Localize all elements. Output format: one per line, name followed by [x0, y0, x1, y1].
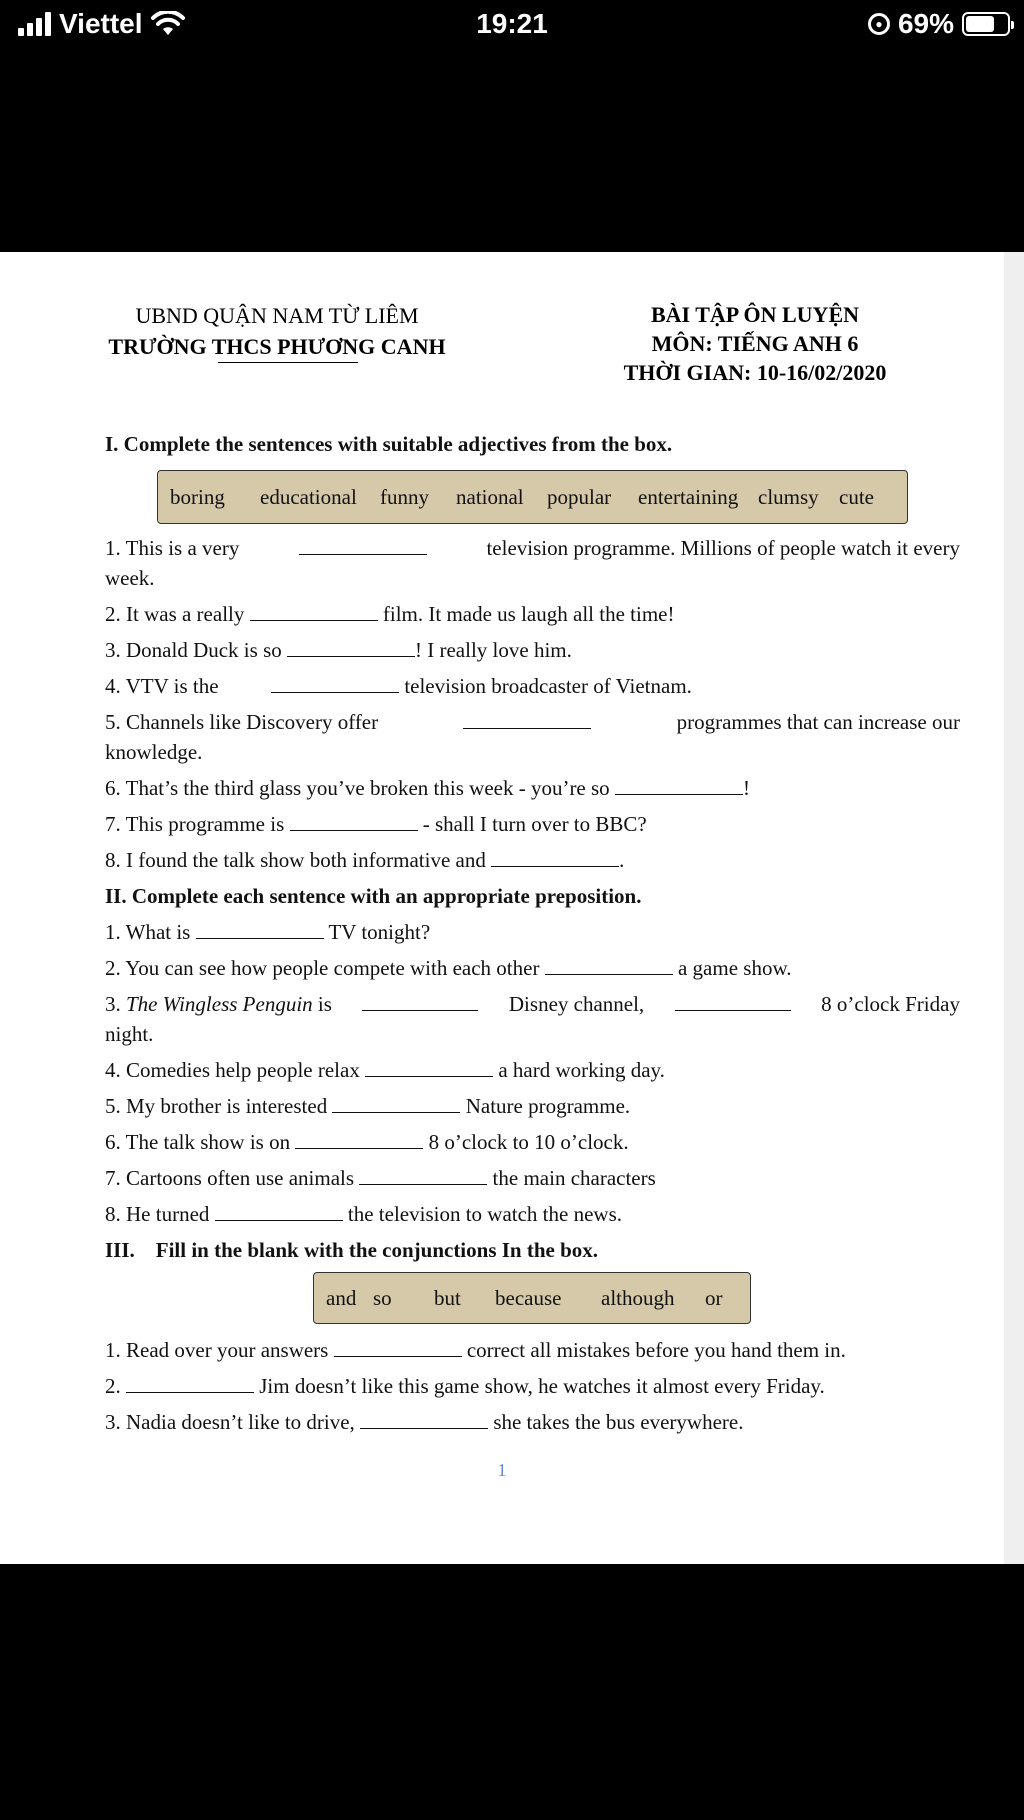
exercise-item: 7. This programme is - shall I turn over to BBC? — [105, 812, 647, 836]
answer-blank[interactable] — [332, 1094, 460, 1113]
exercise-item: 3. The Wingless Penguin is Disney channel, 8 o’clock Friday — [105, 992, 960, 1016]
answer-blank[interactable] — [215, 1202, 343, 1221]
carrier-name: Viettel — [59, 8, 143, 39]
word-box-item: because — [495, 1285, 562, 1310]
word-box-item: popular — [547, 484, 612, 509]
word-box-item: so — [373, 1285, 392, 1310]
answer-blank[interactable] — [290, 812, 418, 831]
word-box-item: and — [326, 1285, 357, 1310]
exercise-item: 3. Nadia doesn’t like to drive, she takes the bus everywhere. — [105, 1410, 744, 1434]
time-range: THỜI GIAN: 10-16/02/2020 — [623, 360, 887, 385]
doc-title: BÀI TẬP ÔN LUYỆN — [650, 302, 860, 327]
conjunction-word-box — [313, 1272, 751, 1324]
section2-title: II. Complete each sentence with an appropriate preposition. — [105, 884, 642, 908]
answer-blank[interactable] — [334, 1338, 462, 1357]
answer-blank[interactable] — [675, 992, 791, 1011]
word-box-item: or — [705, 1285, 723, 1310]
answer-blank[interactable] — [271, 674, 399, 693]
exercise-item-cont: knowledge. — [105, 740, 203, 764]
answer-blank[interactable] — [250, 602, 378, 621]
clock: 19:21 — [476, 8, 548, 39]
battery-icon — [962, 12, 1010, 36]
exercise-item: 5. Channels like Discovery offer programmes that can increase our — [105, 710, 960, 734]
status-bar — [0, 0, 1024, 52]
section1-title: I. Complete the sentences with suitable adjectives from the box. — [105, 432, 673, 456]
exercise-item: 2. Jim doesn’t like this game show, he watches it almost every Friday. — [105, 1374, 825, 1398]
answer-blank[interactable] — [362, 992, 478, 1011]
word-box-item: entertaining — [638, 484, 739, 509]
exercise-item-cont: night. — [105, 1022, 154, 1046]
adjective-word-box — [157, 470, 908, 524]
document-page[interactable] — [0, 252, 1004, 1564]
answer-blank[interactable] — [365, 1058, 493, 1077]
answer-blank[interactable] — [126, 1374, 254, 1393]
section3-title: III. Fill in the blank with the conjunctions In the box. — [105, 1238, 599, 1262]
exercise-item: 1. This is a very television programme. Millions of people watch it every — [105, 536, 960, 560]
school-name: TRƯỜNG THCS PHƯƠNG CANH — [108, 334, 446, 359]
answer-blank[interactable] — [463, 710, 591, 729]
exercise-item: 1. Read over your answers correct all mistakes before you hand them in. — [105, 1338, 846, 1362]
answer-blank[interactable] — [295, 1130, 423, 1149]
show-title: The Wingless Penguin — [126, 992, 313, 1016]
answer-blank[interactable] — [615, 776, 743, 795]
exercise-item: 8. I found the talk show both informative and . — [105, 848, 625, 872]
exercise-item: 4. Comedies help people relax a hard working day. — [105, 1058, 665, 1082]
exercise-item: 2. It was a really film. It made us laugh all the time! — [105, 602, 675, 626]
exercise-item: 2. You can see how people compete with each other a game show. — [105, 956, 792, 980]
exercise-item: 1. What is TV tonight? — [105, 920, 431, 944]
rotation-lock-icon: ● — [868, 13, 890, 35]
district-name: UBND QUẬN NAM TỪ LIÊM — [135, 303, 419, 328]
answer-blank[interactable] — [196, 920, 324, 939]
answer-blank[interactable] — [545, 956, 673, 975]
exercise-item: 6. The talk show is on 8 o’clock to 10 o’clock. — [105, 1130, 629, 1154]
answer-blank[interactable] — [359, 1166, 487, 1185]
answer-blank[interactable] — [491, 848, 619, 867]
answer-blank[interactable] — [287, 638, 415, 657]
exercise-item-cont: week. — [105, 566, 155, 590]
word-box-item: cute — [839, 484, 874, 509]
page-edge — [1004, 252, 1024, 1564]
status-right — [868, 8, 1010, 40]
word-box-item: national — [456, 484, 524, 509]
answer-blank[interactable] — [360, 1410, 488, 1429]
exercise-item: 5. My brother is interested Nature programme. — [105, 1094, 631, 1118]
word-box-item: clumsy — [758, 484, 819, 509]
header-right — [600, 300, 910, 387]
word-box-item: although — [601, 1285, 675, 1310]
word-box-item: educational — [260, 484, 357, 509]
exercise-item: 7. Cartoons often use animals the main characters — [105, 1166, 656, 1190]
answer-blank[interactable] — [299, 536, 427, 555]
word-box-item: but — [434, 1285, 461, 1310]
exercise-item: 4. VTV is the television broadcaster of Vietnam. — [105, 674, 692, 698]
subject: MÔN: TIẾNG ANH 6 — [651, 331, 859, 356]
exercise-item: 8. He turned the television to watch the news. — [105, 1202, 622, 1226]
word-box-item: boring — [170, 484, 225, 509]
page-number: 1 — [497, 1460, 507, 1480]
battery-percent: 69% — [897, 8, 954, 39]
word-box-item: funny — [380, 484, 429, 509]
header-underline — [218, 362, 358, 363]
header-left — [92, 300, 462, 362]
exercise-item: 6. That’s the third glass you’ve broken this week - you’re so ! — [105, 776, 750, 800]
exercise-item: 3. Donald Duck is so ! I really love him. — [105, 638, 572, 662]
